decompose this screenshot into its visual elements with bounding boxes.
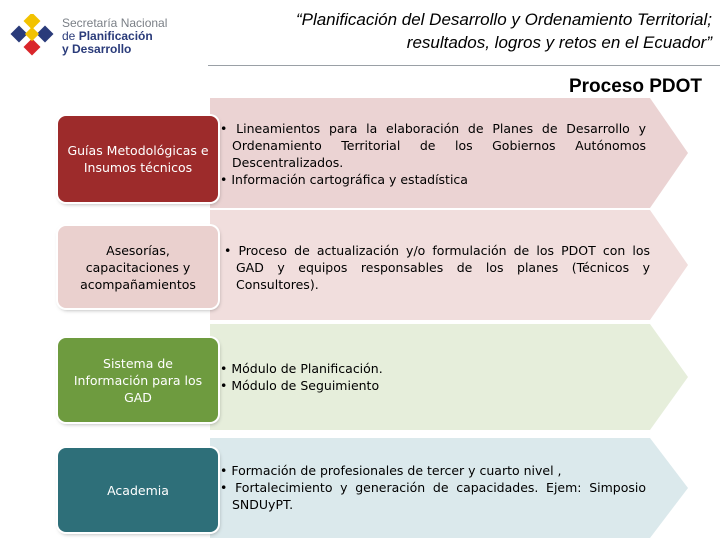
row-4-arrow xyxy=(210,436,690,540)
row-1-bullet-1: • Lineamientos para la elaboración de Planes de Desarrollo y Ordenamiento Territorial de los Gobiernos Autónomos Descentralizados. xyxy=(220,120,646,171)
row-3-bullet-2: • Módulo de Seguimiento xyxy=(220,377,646,394)
row-1-content xyxy=(220,120,646,188)
row-4-content xyxy=(220,462,646,513)
row-3-content xyxy=(220,360,646,394)
row-2-bullet-1: • Proceso de actualización y/o formulación de los PDOT con los GAD y equipos responsables de los planes (Técnicos y Consultores). xyxy=(224,242,650,293)
row-1-bullet-2: • Información cartográfica y estadística xyxy=(220,171,646,188)
page-title xyxy=(212,8,712,54)
title-line-1: “Planificación del Desarrollo y Ordenamiento Territorial; xyxy=(295,10,712,29)
row-3-bullet-1: • Módulo de Planificación. xyxy=(220,360,646,377)
title-line-2: resultados, logros y retos en el Ecuador” xyxy=(406,33,712,52)
header-divider xyxy=(208,65,720,66)
row-4-label: Academia xyxy=(58,448,218,532)
logo-line-2: de Planificación xyxy=(62,29,153,43)
row-4-bullet-2: • Fortalecimiento y generación de capacidades. Ejem: Simposio SNDUyPT. xyxy=(220,479,646,513)
logo-text xyxy=(62,17,167,56)
row-2-content xyxy=(224,242,650,293)
senplades-logo xyxy=(10,14,210,60)
row-2-arrow xyxy=(210,208,690,322)
logo-line-3: y Desarrollo xyxy=(62,42,132,56)
logo-mark-icon xyxy=(10,14,56,60)
logo-line-1: Secretaría Nacional xyxy=(62,16,168,30)
row-2-label: Asesorías, capacitaciones y acompañamientos xyxy=(58,226,218,308)
row-3-arrow xyxy=(210,322,690,432)
row-3-label: Sistema de Información para los GAD xyxy=(58,338,218,422)
section-subtitle: Proceso PDOT xyxy=(568,76,702,97)
row-4-bullet-1: • Formación de profesionales de tercer y cuarto nivel , xyxy=(220,462,646,479)
row-1-arrow xyxy=(210,96,690,210)
row-1-label: Guías Metodológicas e Insumos técnicos xyxy=(58,116,218,202)
